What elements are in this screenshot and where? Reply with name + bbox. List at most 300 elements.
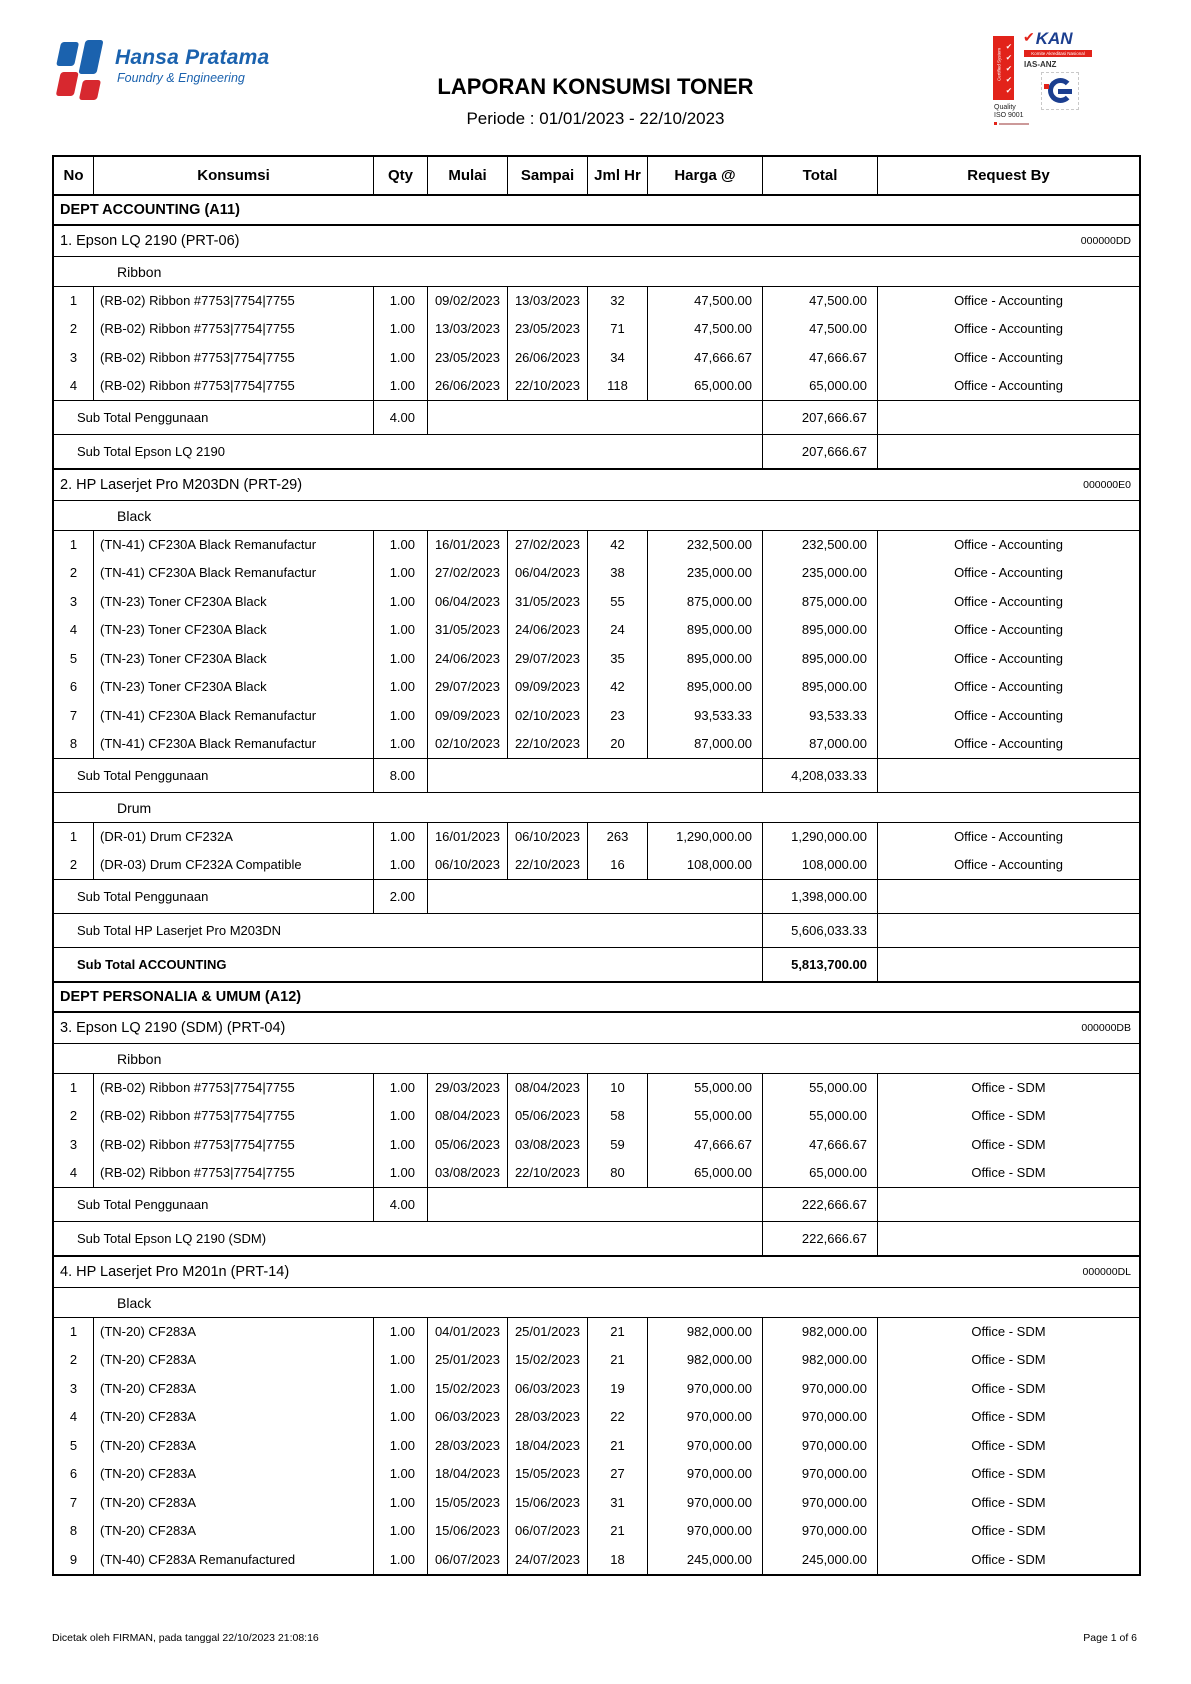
item-request-by: Office - Accounting xyxy=(954,565,1063,581)
item-harga: 970,000.00 xyxy=(648,1374,763,1403)
printer-label: 1. Epson LQ 2190 (PRT-06) xyxy=(60,233,240,249)
item-jml-hr: 42 xyxy=(588,531,648,559)
subtotal-group-label: Sub Total Epson LQ 2190 xyxy=(54,435,763,468)
item-total: 895,000.00 xyxy=(763,673,878,702)
item-row xyxy=(54,851,1139,880)
item-request-by: Office - Accounting xyxy=(954,679,1063,695)
subtotal-group-total: 5,813,700.00 xyxy=(763,948,878,981)
item-no: 2 xyxy=(54,559,94,588)
item-request-by: Office - SDM xyxy=(971,1494,1046,1510)
item-request-by: Office - SDM xyxy=(971,1437,1046,1453)
item-qty: 1.00 xyxy=(374,1403,428,1432)
item-sampai: 22/10/2023 xyxy=(508,851,588,880)
item-request-by: Office - SDM xyxy=(971,1551,1046,1567)
item-no: 1 xyxy=(54,1074,94,1102)
subtotal-qty: 4.00 xyxy=(374,401,428,434)
item-qty: 1.00 xyxy=(374,1102,428,1131)
item-sampai: 08/04/2023 xyxy=(508,1074,588,1102)
item-no: 2 xyxy=(54,315,94,344)
category-label: Black xyxy=(117,507,152,524)
item-row xyxy=(54,730,1139,759)
item-no: 3 xyxy=(54,343,94,372)
subtotal-group-empty xyxy=(878,435,1139,468)
item-no: 3 xyxy=(54,1130,94,1159)
certified-system-label: Certified System xyxy=(996,48,1002,82)
item-jml-hr: 27 xyxy=(588,1460,648,1489)
item-qty: 1.00 xyxy=(374,372,428,401)
item-qty: 1.00 xyxy=(374,673,428,702)
item-qty: 1.00 xyxy=(374,701,428,730)
col-header-no: No xyxy=(54,157,94,194)
dept-row xyxy=(54,194,1139,224)
item-mulai: 15/02/2023 xyxy=(428,1374,508,1403)
subtotal-group-row xyxy=(54,434,1139,468)
subtotal-qty: 4.00 xyxy=(374,1188,428,1221)
item-no: 7 xyxy=(54,1488,94,1517)
item-request-by: Office - Accounting xyxy=(954,378,1063,394)
item-total: 970,000.00 xyxy=(763,1517,878,1546)
dept-label: DEPT PERSONALIA & UMUM (A12) xyxy=(60,989,302,1005)
item-konsumsi: (TN-20) CF283A xyxy=(94,1374,374,1403)
item-request-by: Office - Accounting xyxy=(954,829,1063,845)
item-request-by: Office - SDM xyxy=(971,1165,1046,1181)
item-row xyxy=(54,1317,1139,1346)
item-row xyxy=(54,1374,1139,1403)
item-request-by: Office - Accounting xyxy=(954,321,1063,337)
item-total: 235,000.00 xyxy=(763,559,878,588)
item-row xyxy=(54,315,1139,344)
category-label: Ribbon xyxy=(117,1050,162,1067)
item-jml-hr: 59 xyxy=(588,1130,648,1159)
item-total: 895,000.00 xyxy=(763,644,878,673)
item-row xyxy=(54,616,1139,645)
checkmark-icon: ✔ xyxy=(1005,74,1012,84)
item-konsumsi: (DR-03) Drum CF232A Compatible xyxy=(94,851,374,880)
item-qty: 1.00 xyxy=(374,1517,428,1546)
item-total: 55,000.00 xyxy=(763,1074,878,1102)
red-dot-icon xyxy=(994,122,997,125)
item-konsumsi: (RB-02) Ribbon #7753|7754|7755 xyxy=(94,1102,374,1131)
item-request-by: Office - Accounting xyxy=(954,537,1063,553)
item-no: 6 xyxy=(54,1460,94,1489)
item-total: 47,500.00 xyxy=(763,315,878,344)
subtotal-label: Sub Total Penggunaan xyxy=(54,880,374,913)
item-konsumsi: (TN-20) CF283A xyxy=(94,1488,374,1517)
item-no: 8 xyxy=(54,1517,94,1546)
item-no: 1 xyxy=(54,1318,94,1346)
item-jml-hr: 80 xyxy=(588,1159,648,1188)
item-row xyxy=(54,1130,1139,1159)
item-mulai: 09/02/2023 xyxy=(428,287,508,315)
company-name: Hansa Pratama xyxy=(115,46,270,69)
item-row xyxy=(54,701,1139,730)
item-sampai: 03/08/2023 xyxy=(508,1130,588,1159)
item-sampai: 18/04/2023 xyxy=(508,1431,588,1460)
subtotal-group-total: 222,666.67 xyxy=(763,1222,878,1255)
item-sampai: 27/02/2023 xyxy=(508,531,588,559)
logo-block-blue-2 xyxy=(78,40,103,74)
item-request-by: Office - SDM xyxy=(971,1136,1046,1152)
col-header-mulai: Mulai xyxy=(428,157,508,194)
item-jml-hr: 42 xyxy=(588,673,648,702)
subtotal-label: Sub Total Penggunaan xyxy=(54,759,374,792)
category-row xyxy=(54,256,1139,286)
printer-code: 000000DL xyxy=(1082,1266,1131,1278)
company-tagline: Foundry & Engineering xyxy=(117,71,245,85)
kan-checkmark-icon: ✔ xyxy=(1023,29,1035,45)
item-total: 982,000.00 xyxy=(763,1318,878,1346)
item-mulai: 06/10/2023 xyxy=(428,851,508,880)
item-konsumsi: (TN-20) CF283A xyxy=(94,1346,374,1375)
item-no: 1 xyxy=(54,287,94,315)
item-jml-hr: 18 xyxy=(588,1545,648,1574)
item-sampai: 22/10/2023 xyxy=(508,730,588,759)
item-harga: 1,290,000.00 xyxy=(648,823,763,851)
item-row xyxy=(54,286,1139,315)
item-qty: 1.00 xyxy=(374,587,428,616)
item-konsumsi: (RB-02) Ribbon #7753|7754|7755 xyxy=(94,1130,374,1159)
item-konsumsi: (TN-23) Toner CF230A Black xyxy=(94,644,374,673)
item-sampai: 06/03/2023 xyxy=(508,1374,588,1403)
item-row xyxy=(54,1517,1139,1546)
item-no: 1 xyxy=(54,823,94,851)
item-konsumsi: (TN-23) Toner CF230A Black xyxy=(94,587,374,616)
item-harga: 970,000.00 xyxy=(648,1517,763,1546)
subtotal-group-label: Sub Total ACCOUNTING xyxy=(54,948,763,981)
item-harga: 47,500.00 xyxy=(648,287,763,315)
item-konsumsi: (TN-20) CF283A xyxy=(94,1403,374,1432)
item-total: 47,666.67 xyxy=(763,343,878,372)
item-request-by: Office - SDM xyxy=(971,1380,1046,1396)
iso-quality-label xyxy=(994,104,1024,120)
item-sampai: 02/10/2023 xyxy=(508,701,588,730)
item-qty: 1.00 xyxy=(374,531,428,559)
item-row xyxy=(54,587,1139,616)
item-total: 108,000.00 xyxy=(763,851,878,880)
item-harga: 87,000.00 xyxy=(648,730,763,759)
item-row xyxy=(54,1431,1139,1460)
item-qty: 1.00 xyxy=(374,1346,428,1375)
item-harga: 970,000.00 xyxy=(648,1403,763,1432)
item-total: 65,000.00 xyxy=(763,1159,878,1188)
item-konsumsi: (RB-02) Ribbon #7753|7754|7755 xyxy=(94,343,374,372)
item-no: 4 xyxy=(54,1403,94,1432)
kan-logo xyxy=(1023,30,1073,47)
item-mulai: 29/03/2023 xyxy=(428,1074,508,1102)
item-total: 982,000.00 xyxy=(763,1346,878,1375)
category-row xyxy=(54,1043,1139,1073)
item-jml-hr: 10 xyxy=(588,1074,648,1102)
item-qty: 1.00 xyxy=(374,1159,428,1188)
item-konsumsi: (RB-02) Ribbon #7753|7754|7755 xyxy=(94,1159,374,1188)
item-qty: 1.00 xyxy=(374,851,428,880)
item-konsumsi: (RB-02) Ribbon #7753|7754|7755 xyxy=(94,372,374,401)
item-sampai: 31/05/2023 xyxy=(508,587,588,616)
item-sampai: 15/05/2023 xyxy=(508,1460,588,1489)
item-harga: 982,000.00 xyxy=(648,1346,763,1375)
item-qty: 1.00 xyxy=(374,315,428,344)
item-mulai: 25/01/2023 xyxy=(428,1346,508,1375)
item-harga: 895,000.00 xyxy=(648,616,763,645)
dept-row xyxy=(54,981,1139,1011)
item-mulai: 08/04/2023 xyxy=(428,1102,508,1131)
item-sampai: 06/04/2023 xyxy=(508,559,588,588)
item-row xyxy=(54,372,1139,401)
subtotal-group-empty xyxy=(878,914,1139,947)
printer-code: 000000DB xyxy=(1081,1022,1131,1034)
item-konsumsi: (TN-41) CF230A Black Remanufactur xyxy=(94,730,374,759)
checkmark-icon: ✔ xyxy=(1005,63,1012,73)
item-jml-hr: 55 xyxy=(588,587,648,616)
item-total: 47,666.67 xyxy=(763,1130,878,1159)
g-bar-icon xyxy=(1058,89,1072,94)
item-harga: 970,000.00 xyxy=(648,1431,763,1460)
item-jml-hr: 21 xyxy=(588,1346,648,1375)
item-sampai: 06/07/2023 xyxy=(508,1517,588,1546)
item-request-by: Office - SDM xyxy=(971,1466,1046,1482)
subtotal-total: 222,666.67 xyxy=(763,1188,878,1221)
item-harga: 232,500.00 xyxy=(648,531,763,559)
item-konsumsi: (TN-41) CF230A Black Remanufactur xyxy=(94,559,374,588)
item-sampai: 28/03/2023 xyxy=(508,1403,588,1432)
item-harga: 875,000.00 xyxy=(648,587,763,616)
item-jml-hr: 21 xyxy=(588,1318,648,1346)
item-no: 1 xyxy=(54,531,94,559)
item-row xyxy=(54,1159,1139,1188)
item-total: 970,000.00 xyxy=(763,1374,878,1403)
item-konsumsi: (TN-23) Toner CF230A Black xyxy=(94,673,374,702)
item-mulai: 02/10/2023 xyxy=(428,730,508,759)
item-request-by: Office - Accounting xyxy=(954,593,1063,609)
printer-label: 4. HP Laserjet Pro M201n (PRT-14) xyxy=(60,1264,290,1280)
item-total: 895,000.00 xyxy=(763,616,878,645)
item-sampai: 22/10/2023 xyxy=(508,1159,588,1188)
item-mulai: 24/06/2023 xyxy=(428,644,508,673)
printer-row xyxy=(54,1255,1139,1287)
item-total: 1,290,000.00 xyxy=(763,823,878,851)
item-row xyxy=(54,530,1139,559)
item-konsumsi: (RB-02) Ribbon #7753|7754|7755 xyxy=(94,1074,374,1102)
item-total: 55,000.00 xyxy=(763,1102,878,1131)
item-mulai: 27/02/2023 xyxy=(428,559,508,588)
certificate-footnote-mark xyxy=(994,122,1034,125)
item-qty: 1.00 xyxy=(374,1374,428,1403)
col-header-qty: Qty xyxy=(374,157,428,194)
report-title: LAPORAN KONSUMSI TONER xyxy=(437,74,754,99)
item-konsumsi: (TN-41) CF230A Black Remanufactur xyxy=(94,701,374,730)
item-row xyxy=(54,1460,1139,1489)
subtotal-group-total: 207,666.67 xyxy=(763,435,878,468)
col-header-sampai: Sampai xyxy=(508,157,588,194)
subtotal-total: 4,208,033.33 xyxy=(763,759,878,792)
item-qty: 1.00 xyxy=(374,1545,428,1574)
subtotal-group-row xyxy=(54,913,1139,947)
item-jml-hr: 31 xyxy=(588,1488,648,1517)
col-header-total: Total xyxy=(763,157,878,194)
item-total: 87,000.00 xyxy=(763,730,878,759)
item-jml-hr: 23 xyxy=(588,701,648,730)
category-label: Drum xyxy=(117,799,152,816)
item-harga: 65,000.00 xyxy=(648,372,763,401)
item-total: 970,000.00 xyxy=(763,1403,878,1432)
subtotal-group-label: Sub Total HP Laserjet Pro M203DN xyxy=(54,914,763,947)
item-konsumsi: (RB-02) Ribbon #7753|7754|7755 xyxy=(94,315,374,344)
category-label: Black xyxy=(117,1294,152,1311)
item-no: 3 xyxy=(54,1374,94,1403)
item-mulai: 15/06/2023 xyxy=(428,1517,508,1546)
item-harga: 245,000.00 xyxy=(648,1545,763,1574)
item-no: 2 xyxy=(54,1346,94,1375)
item-request-by: Office - SDM xyxy=(971,1324,1046,1340)
category-row xyxy=(54,500,1139,530)
item-mulai: 05/06/2023 xyxy=(428,1130,508,1159)
item-konsumsi: (TN-41) CF230A Black Remanufactur xyxy=(94,531,374,559)
logo-block-blue-1 xyxy=(56,42,79,66)
item-qty: 1.00 xyxy=(374,644,428,673)
item-mulai: 06/03/2023 xyxy=(428,1403,508,1432)
kan-label: KAN xyxy=(1035,29,1073,48)
subtotal-usage-row xyxy=(54,879,1139,913)
col-header-harga: Harga @ xyxy=(648,157,763,194)
item-mulai: 04/01/2023 xyxy=(428,1318,508,1346)
item-row xyxy=(54,559,1139,588)
subtotal-group-empty xyxy=(878,1222,1139,1255)
item-sampai: 06/10/2023 xyxy=(508,823,588,851)
checkmark-icon: ✔ xyxy=(1005,85,1012,95)
item-request-by: Office - Accounting xyxy=(954,622,1063,638)
item-total: 970,000.00 xyxy=(763,1460,878,1489)
item-jml-hr: 24 xyxy=(588,616,648,645)
item-no: 2 xyxy=(54,851,94,880)
printer-code: 000000E0 xyxy=(1083,479,1131,491)
item-harga: 235,000.00 xyxy=(648,559,763,588)
item-request-by: Office - Accounting xyxy=(954,349,1063,365)
item-harga: 55,000.00 xyxy=(648,1074,763,1102)
accreditation-g-mark xyxy=(1041,72,1079,110)
item-harga: 895,000.00 xyxy=(648,644,763,673)
item-harga: 47,500.00 xyxy=(648,315,763,344)
item-no: 4 xyxy=(54,372,94,401)
item-no: 5 xyxy=(54,1431,94,1460)
item-no: 3 xyxy=(54,587,94,616)
item-qty: 1.00 xyxy=(374,616,428,645)
item-mulai: 06/07/2023 xyxy=(428,1545,508,1574)
item-konsumsi: (TN-20) CF283A xyxy=(94,1517,374,1546)
item-jml-hr: 32 xyxy=(588,287,648,315)
item-harga: 108,000.00 xyxy=(648,851,763,880)
g-red-dot-icon xyxy=(1044,84,1049,89)
item-row xyxy=(54,673,1139,702)
item-konsumsi: (TN-20) CF283A xyxy=(94,1460,374,1489)
item-no: 8 xyxy=(54,730,94,759)
item-sampai: 25/01/2023 xyxy=(508,1318,588,1346)
item-row xyxy=(54,1403,1139,1432)
item-jml-hr: 118 xyxy=(588,372,648,401)
item-jml-hr: 58 xyxy=(588,1102,648,1131)
item-jml-hr: 16 xyxy=(588,851,648,880)
subtotal-group-empty xyxy=(878,948,1139,981)
item-konsumsi: (DR-01) Drum CF232A xyxy=(94,823,374,851)
col-header-request-by: Request By xyxy=(967,167,1050,184)
printer-row xyxy=(54,224,1139,256)
subtotal-usage-row xyxy=(54,758,1139,792)
item-mulai: 29/07/2023 xyxy=(428,673,508,702)
item-mulai: 09/09/2023 xyxy=(428,701,508,730)
subtotal-usage-row xyxy=(54,400,1139,434)
printer-row xyxy=(54,468,1139,500)
item-request-by: Office - Accounting xyxy=(954,707,1063,723)
kan-subtitle: Komite Akreditasi Nasional xyxy=(1024,50,1092,57)
item-jml-hr: 71 xyxy=(588,315,648,344)
item-row xyxy=(54,822,1139,851)
printer-row xyxy=(54,1011,1139,1043)
printer-label: 2. HP Laserjet Pro M203DN (PRT-29) xyxy=(60,477,303,493)
item-mulai: 23/05/2023 xyxy=(428,343,508,372)
item-harga: 47,666.67 xyxy=(648,1130,763,1159)
iso-certification-badge xyxy=(993,30,1153,125)
item-harga: 93,533.33 xyxy=(648,701,763,730)
item-jml-hr: 38 xyxy=(588,559,648,588)
item-mulai: 03/08/2023 xyxy=(428,1159,508,1188)
checkmark-icon: ✔ xyxy=(1005,41,1012,51)
item-request-by: Office - SDM xyxy=(971,1352,1046,1368)
item-konsumsi: (TN-23) Toner CF230A Black xyxy=(94,616,374,645)
ias-anz-label: IAS-ANZ xyxy=(1024,60,1057,69)
item-total: 875,000.00 xyxy=(763,587,878,616)
subtotal-label: Sub Total Penggunaan xyxy=(54,1188,374,1221)
item-jml-hr: 21 xyxy=(588,1431,648,1460)
item-total: 970,000.00 xyxy=(763,1488,878,1517)
item-sampai: 09/09/2023 xyxy=(508,673,588,702)
subtotal-empty xyxy=(878,880,1139,913)
quality-label: Quality xyxy=(994,104,1016,111)
item-request-by: Office - SDM xyxy=(971,1409,1046,1425)
item-no: 9 xyxy=(54,1545,94,1574)
item-total: 47,500.00 xyxy=(763,287,878,315)
item-konsumsi: (RB-02) Ribbon #7753|7754|7755 xyxy=(94,287,374,315)
item-jml-hr: 35 xyxy=(588,644,648,673)
item-sampai: 15/02/2023 xyxy=(508,1346,588,1375)
item-no: 5 xyxy=(54,644,94,673)
item-no: 4 xyxy=(54,1159,94,1188)
item-konsumsi: (TN-20) CF283A xyxy=(94,1318,374,1346)
item-total: 65,000.00 xyxy=(763,372,878,401)
item-request-by: Office - SDM xyxy=(971,1523,1046,1539)
item-total: 93,533.33 xyxy=(763,701,878,730)
item-harga: 982,000.00 xyxy=(648,1318,763,1346)
subtotal-qty: 2.00 xyxy=(374,880,428,913)
subtotal-empty xyxy=(878,759,1139,792)
item-no: 6 xyxy=(54,673,94,702)
printer-label: 3. Epson LQ 2190 (SDM) (PRT-04) xyxy=(60,1020,286,1036)
col-header-jml-hr: Jml Hr xyxy=(588,157,648,194)
item-sampai: 29/07/2023 xyxy=(508,644,588,673)
item-sampai: 26/06/2023 xyxy=(508,343,588,372)
item-request-by: Office - Accounting xyxy=(954,736,1063,752)
item-mulai: 16/01/2023 xyxy=(428,531,508,559)
iso-9001-label: ISO 9001 xyxy=(994,112,1024,119)
item-harga: 65,000.00 xyxy=(648,1159,763,1188)
subtotal-usage-row xyxy=(54,1187,1139,1221)
checkmark-icon: ✔ xyxy=(1005,52,1012,62)
subtotal-spacer xyxy=(428,1188,763,1221)
item-jml-hr: 34 xyxy=(588,343,648,372)
item-harga: 970,000.00 xyxy=(648,1488,763,1517)
table-header-row xyxy=(54,157,1139,194)
item-mulai: 13/03/2023 xyxy=(428,315,508,344)
subtotal-total: 1,398,000.00 xyxy=(763,880,878,913)
subtotal-spacer xyxy=(428,401,763,434)
